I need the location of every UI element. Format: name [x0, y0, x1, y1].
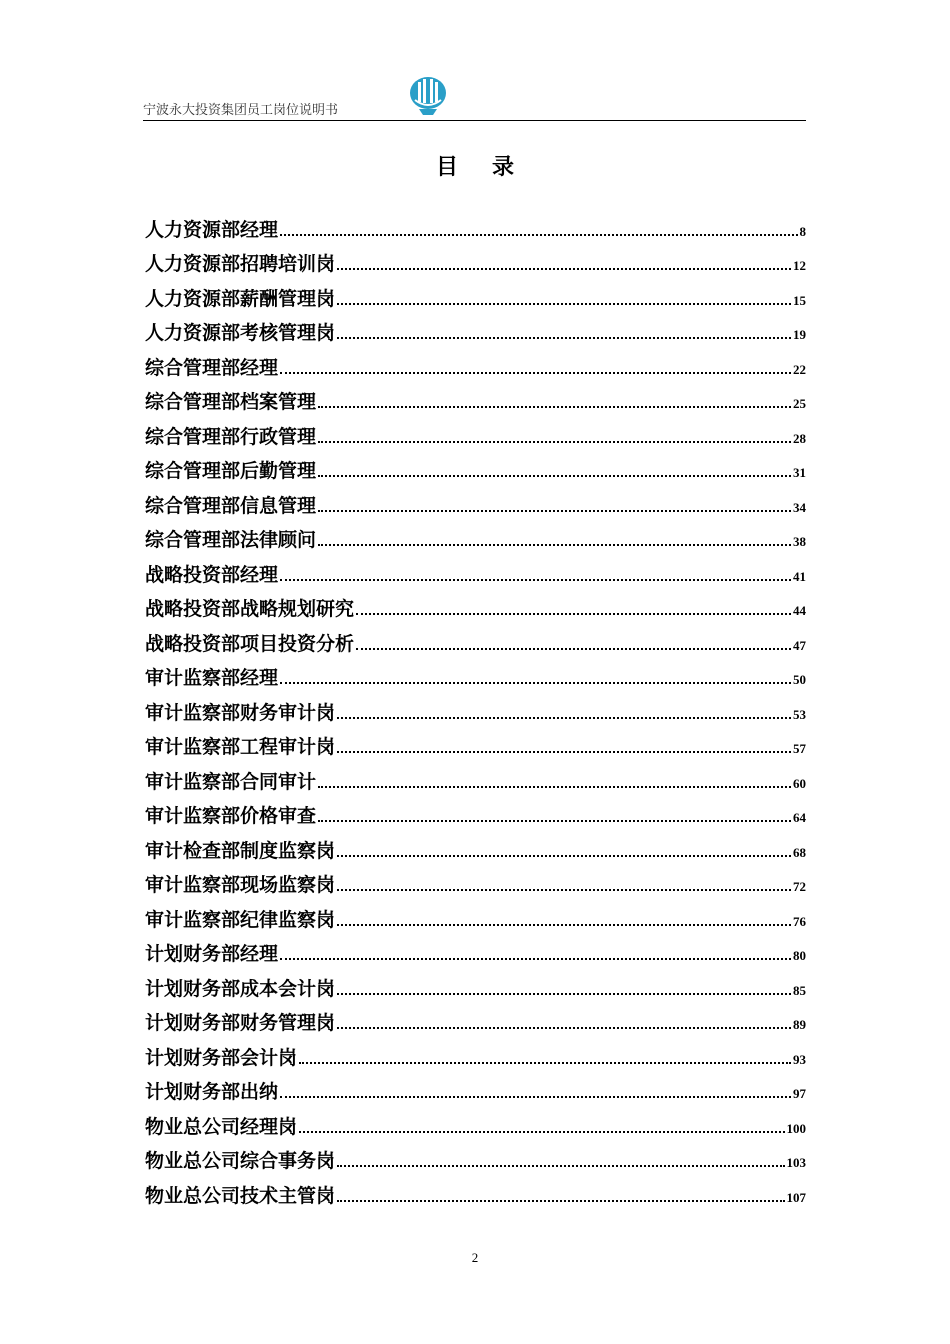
toc-leader-dots	[280, 578, 791, 581]
toc-leader-dots	[280, 233, 797, 236]
toc-leader-dots	[299, 1061, 791, 1064]
toc-leader-dots	[356, 612, 791, 615]
toc-entry-label: 战略投资部项目投资分析	[145, 632, 355, 655]
toc-entry-page: 22	[793, 361, 806, 377]
toc-entry-label: 综合管理部信息管理	[145, 494, 317, 517]
toc-leader-dots	[337, 1164, 784, 1167]
toc-entry-label: 审计监察部财务审计岗	[145, 701, 336, 724]
toc-leader-dots	[356, 647, 791, 650]
toc-leader-dots	[337, 1199, 784, 1202]
page-header	[143, 76, 806, 121]
toc-leader-dots	[337, 854, 791, 857]
toc-entry-label: 人力资源部考核管理岗	[145, 322, 336, 344]
header-company-text: 宁波永大投资集团员工岗位说明书	[143, 103, 339, 118]
toc-entry-label: 综合管理部后勤管理	[145, 460, 317, 482]
toc-entry-label: 审计监察部价格审查	[145, 805, 317, 827]
toc-entry-page: 8	[799, 223, 806, 239]
toc-entry[interactable]	[145, 1103, 806, 1138]
toc-entry[interactable]	[145, 379, 806, 414]
toc-entry-page: 64	[793, 810, 806, 825]
toc-entry-page: 12	[793, 258, 806, 273]
toc-entry[interactable]	[145, 758, 806, 793]
toc-entry-label: 战略投资部战略规划研究	[145, 598, 355, 620]
toc-leader-dots	[280, 681, 791, 684]
toc-entry[interactable]	[145, 793, 806, 828]
toc-entry[interactable]	[145, 586, 806, 621]
toc-entry[interactable]	[145, 1138, 806, 1173]
toc-entry[interactable]	[145, 620, 806, 655]
toc-entry-page: 50	[793, 672, 806, 687]
toc-entry[interactable]	[145, 827, 806, 862]
toc-entry-page: 93	[793, 1051, 806, 1067]
toc-leader-dots	[337, 716, 791, 719]
toc-entry-page: 15	[793, 292, 806, 308]
toc-leader-dots	[337, 750, 791, 753]
toc-entry-page: 38	[793, 534, 806, 549]
toc-entry-label: 人力资源部招聘培训岗	[145, 253, 336, 275]
toc-entry-page: 41	[793, 568, 806, 584]
toc-entry-page: 44	[793, 603, 806, 618]
toc-entry[interactable]	[145, 689, 806, 724]
toc-entry[interactable]	[145, 448, 806, 483]
toc-entry[interactable]	[145, 517, 806, 552]
toc-entry[interactable]	[145, 275, 806, 310]
toc-entry-label: 计划财务部经理	[145, 943, 279, 965]
toc-entry-label: 审计检查部制度监察岗	[145, 839, 336, 862]
toc-entry-label: 物业总公司技术主管岗	[145, 1184, 336, 1207]
toc-entry-page: 57	[793, 741, 806, 756]
toc-entry-label: 战略投资部经理	[145, 563, 279, 586]
toc-entry-label: 人力资源部薪酬管理岗	[145, 287, 336, 310]
toc-leader-dots	[318, 509, 791, 512]
toc-entry[interactable]	[145, 1172, 806, 1207]
toc-entry-page: 76	[793, 913, 806, 929]
toc-entry-page: 34	[793, 499, 806, 515]
toc-entry-label: 综合管理部行政管理	[145, 425, 317, 448]
toc-entry-page: 97	[793, 1086, 806, 1101]
toc-entry[interactable]	[145, 965, 806, 1000]
toc-leader-dots	[318, 440, 791, 443]
toc-entry-page: 100	[786, 1120, 806, 1136]
toc-entry-page: 107	[786, 1189, 806, 1205]
toc-entry-page: 47	[793, 637, 806, 653]
toc-entry-label: 计划财务部成本会计岗	[145, 977, 336, 1000]
toc-leader-dots	[318, 405, 791, 408]
toc-entry-page: 19	[793, 327, 806, 342]
toc-entry[interactable]	[145, 344, 806, 379]
toc-entry-label: 计划财务部会计岗	[145, 1046, 298, 1069]
toc-leader-dots	[337, 923, 791, 926]
toc-leader-dots	[337, 267, 791, 270]
toc-entry-page: 60	[793, 775, 806, 791]
toc-entry-page: 53	[793, 706, 806, 722]
toc-entry-label: 物业总公司经理岗	[145, 1115, 298, 1138]
toc-entry[interactable]	[145, 482, 806, 517]
toc-leader-dots	[337, 888, 791, 891]
toc-entry-label: 审计监察部现场监察岗	[145, 874, 336, 896]
table-of-contents	[145, 206, 806, 1207]
toc-entry[interactable]	[145, 931, 806, 966]
toc-leader-dots	[337, 1026, 791, 1029]
toc-entry[interactable]	[145, 896, 806, 931]
toc-entry-label: 计划财务部财务管理岗	[145, 1012, 336, 1034]
toc-entry-label: 人力资源部经理	[145, 218, 279, 241]
toc-leader-dots	[280, 1095, 791, 1098]
toc-entry-label: 审计监察部工程审计岗	[145, 736, 336, 758]
toc-entry-label: 审计监察部经理	[145, 667, 279, 689]
toc-entry[interactable]	[145, 241, 806, 276]
toc-entry[interactable]	[145, 1000, 806, 1035]
toc-leader-dots	[299, 1130, 784, 1133]
toc-entry-page: 28	[793, 430, 806, 446]
toc-leader-dots	[337, 992, 791, 995]
toc-leader-dots	[337, 302, 791, 305]
toc-entry-label: 综合管理部经理	[145, 356, 279, 379]
toc-entry[interactable]	[145, 1034, 806, 1069]
toc-entry[interactable]	[145, 724, 806, 759]
toc-entry-page: 25	[793, 396, 806, 411]
toc-entry-page: 103	[786, 1155, 806, 1170]
toc-entry[interactable]	[145, 655, 806, 690]
toc-entry-page: 80	[793, 948, 806, 963]
toc-entry-label: 审计监察部纪律监察岗	[145, 908, 336, 931]
toc-entry-page: 72	[793, 879, 806, 894]
toc-entry[interactable]	[145, 413, 806, 448]
toc-leader-dots	[318, 474, 791, 477]
toc-entry-label: 审计监察部合同审计	[145, 770, 317, 793]
page-number: 2	[471, 1250, 479, 1265]
toc-leader-dots	[318, 819, 791, 822]
toc-entry[interactable]	[145, 1069, 806, 1104]
toc-entry-label: 计划财务部出纳	[145, 1081, 279, 1103]
toc-entry-page: 68	[793, 844, 806, 860]
toc-entry-label: 物业总公司综合事务岗	[145, 1150, 336, 1172]
toc-entry-page: 85	[793, 982, 806, 998]
toc-entry[interactable]	[145, 862, 806, 897]
toc-title: 目录	[435, 155, 548, 180]
toc-entry-page: 89	[793, 1017, 806, 1032]
toc-entry-label: 综合管理部档案管理	[145, 391, 317, 413]
toc-leader-dots	[318, 543, 791, 546]
toc-entry[interactable]	[145, 310, 806, 345]
toc-entry-page: 31	[793, 465, 806, 480]
toc-entry-label: 综合管理部法律顾问	[145, 529, 317, 551]
toc-entry[interactable]	[145, 551, 806, 586]
company-logo-icon	[409, 76, 447, 116]
toc-entry[interactable]	[145, 206, 806, 241]
toc-leader-dots	[280, 371, 791, 374]
toc-leader-dots	[318, 785, 791, 788]
toc-leader-dots	[337, 336, 791, 339]
toc-leader-dots	[280, 957, 791, 960]
